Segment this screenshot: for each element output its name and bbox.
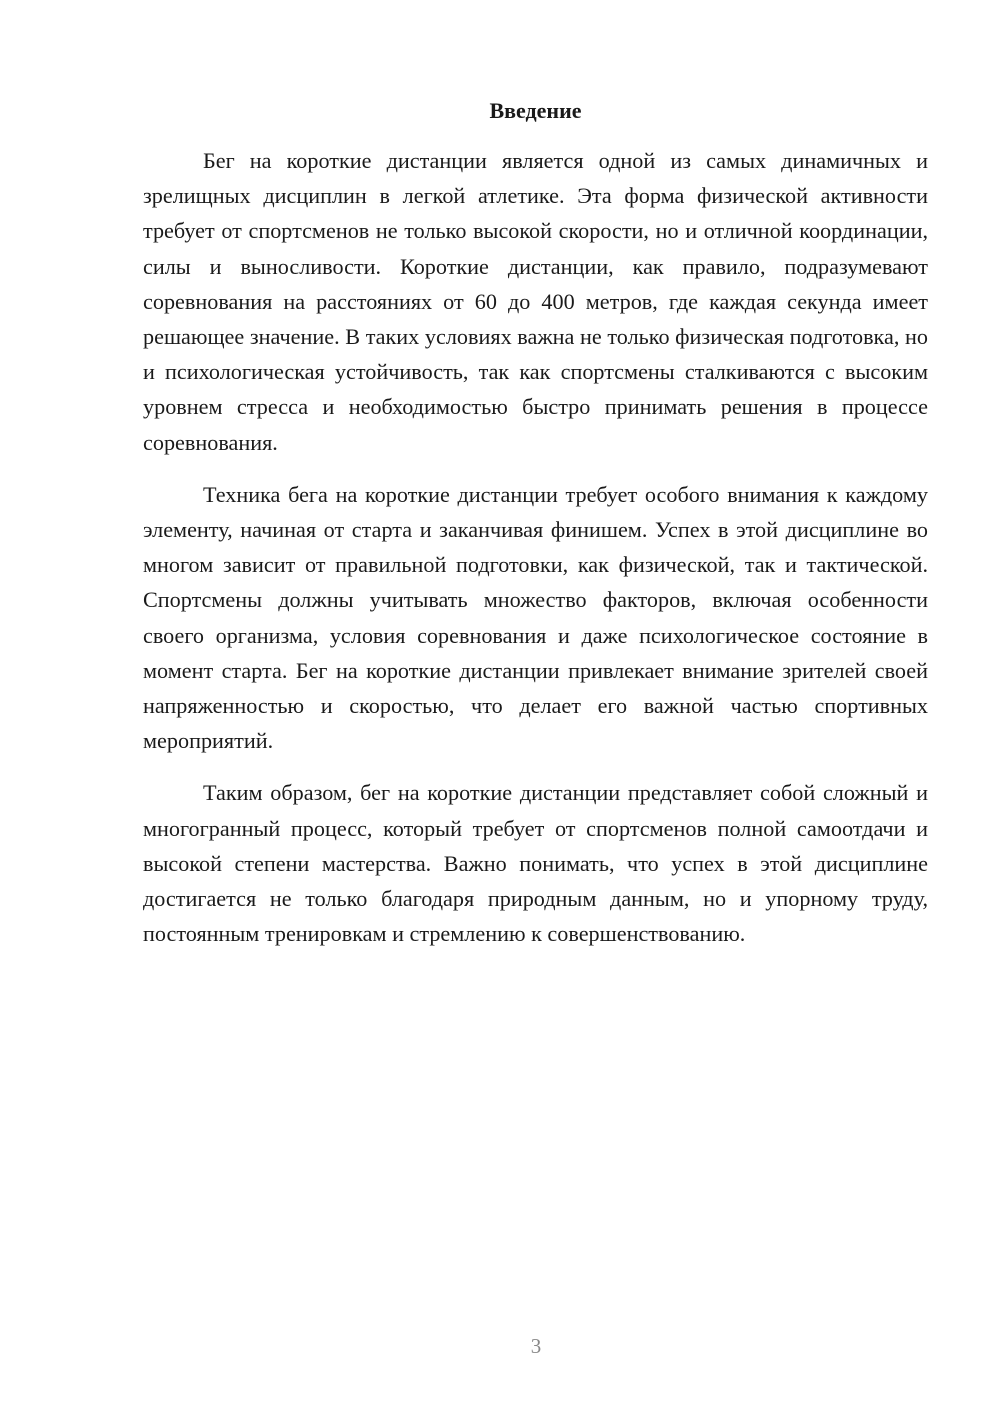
section-heading: Введение: [489, 98, 582, 123]
page-number: 3: [530, 1334, 542, 1358]
paragraph-1: Бег на короткие дистанции является одной из самых динамичных и зрелищных дисциплин в легкой атлетике. Эта форма физической активности требует от спортсменов не только высокой скорости, но и отличной координации, силы и выносливости. Короткие дистанции, как правило, подразумевают соревнования на расстояниях от 60 до 400 метров, где каждая секунда имеет решающее значение. В таких условиях важна не только физическая подготовка, но и психологическая устойчивость, так как спортсмены сталкиваются с высоким уровнем стресса и необходимостью быстро принимать решения в процессе соревнования.: [143, 148, 928, 455]
page-number-container: [0, 1334, 1000, 1359]
page-content: [143, 97, 928, 968]
paragraph-3: Таким образом, бег на короткие дистанции представляет собой сложный и многогранный процесс, который требует от спортсменов полной самоотдачи и высокой степени мастерства. Важно понимать, что успех в этой дисциплине достигается не только благодаря природным данным, но и упорному труду, постоянным тренировкам и стремлению к совершенствованию.: [143, 780, 928, 947]
paragraph-2: Техника бега на короткие дистанции требует особого внимания к каждому элементу, начиная от старта и заканчивая финишем. Успех в этой дисциплине во многом зависит от правильной подготовки, как физической, так и тактической. Спортсмены должны учитывать множество факторов, включая особенности своего организма, условия соревнования и даже психологическое состояние в момент старта. Бег на короткие дистанции привлекает внимание зрителей своей напряженностью и скоростью, что делает его важной частью спортивных мероприятий.: [143, 481, 928, 754]
